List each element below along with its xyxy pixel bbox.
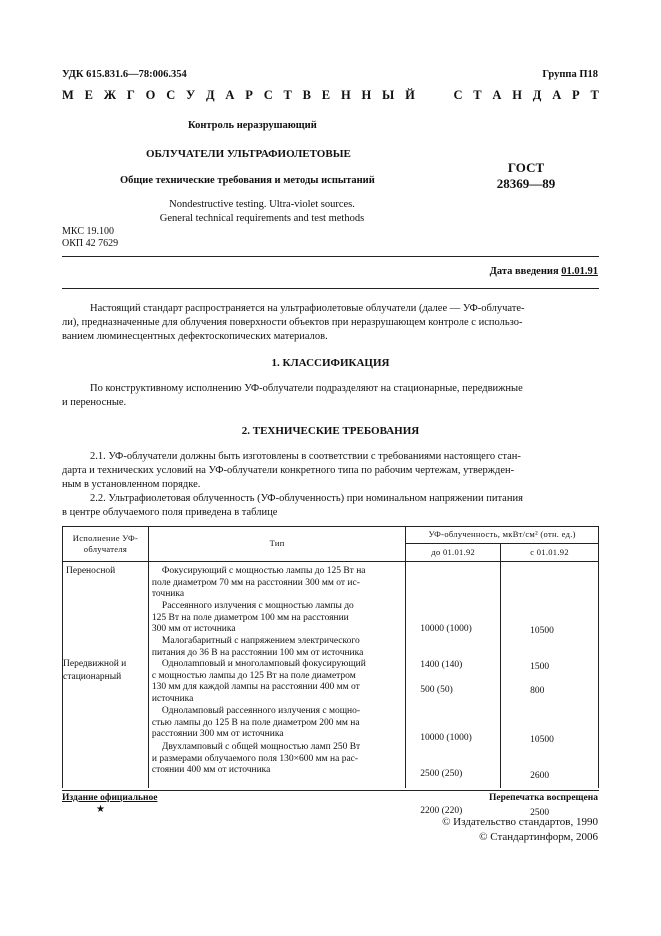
group-code: Группа П18: [542, 69, 598, 80]
english-title-line1: Nondestructive testing. Ultra-violet sources.: [169, 199, 355, 210]
intro-line2: ли), предназначенные для облучения поверхности объектов при неразрушающем контроле с использо-: [62, 317, 523, 328]
intro-line1: Настоящий стандарт распространяется на ультрафиолетовые облучатели (далее — УФ-облучате-: [90, 303, 525, 314]
banner-letter: С: [453, 88, 463, 102]
banner-letter: Т: [473, 88, 482, 102]
type-row-2-line1: питания до 36 В на расстоянии 100 мм от источника: [151, 647, 364, 658]
header-after-date: с 01.01.92: [501, 543, 599, 562]
exec-mobile-stationary: [63, 658, 126, 684]
type-row-5: [152, 742, 402, 777]
type-row-3-line2: 130 мм для каждой лампы на расстоянии 400 мм от: [151, 682, 360, 692]
before-row-5: 2200 (220): [420, 806, 463, 816]
mks-code: МКС 19.100: [62, 226, 114, 237]
header-execution: Исполнение УФ-облучателя: [63, 527, 149, 562]
divider-date: [62, 288, 599, 289]
p22-line1: 2.2. Ультрафиолетовая облученность (УФ-облученность) при номинальном напряжении питания: [90, 493, 523, 504]
before-row-1: 1400 (140): [420, 660, 463, 670]
gost-number: 28369—89: [496, 176, 556, 191]
exec-mobile-line2: стационарный: [63, 672, 122, 682]
divider-bottom: [62, 790, 599, 791]
after-row-5: 2500: [530, 808, 550, 818]
banner-letter: [426, 88, 429, 103]
type-row-1-line2: 300 мм от источника: [151, 624, 236, 634]
section1-title: 1. КЛАССИФИКАЦИЯ: [271, 357, 390, 369]
type-row-1-line1: 125 Вт на поле диаметром 100 мм на расстоянии: [151, 612, 349, 623]
banner-letter: Е: [84, 88, 93, 102]
type-row-5-line1: и размерами облучаемого поля 130×600 мм на рас-: [151, 753, 359, 764]
banner-letter: У: [186, 88, 196, 102]
after-row-3: 10500: [530, 735, 554, 745]
banner-letter: Е: [321, 88, 331, 102]
type-row-0-line0: Фокусирующий с мощностью лампы до 125 Вт на: [161, 566, 366, 576]
copyright-line1: © Издательство стандартов, 1990: [442, 816, 598, 828]
type-row-4: [152, 706, 402, 741]
type-row-2-line0: Малогабаритный с напряжением электрического: [161, 636, 360, 646]
banner-letter: В: [302, 88, 311, 102]
p21-line3: ным в установленном порядке.: [62, 479, 201, 490]
gost-label: ГОСТ: [507, 160, 545, 175]
official-edition: Издание официальное: [62, 793, 158, 803]
banner-letter: Т: [283, 88, 292, 102]
after-row-0: 10500: [530, 626, 554, 636]
type-row-3-line0: Однолamповый и многоламповый фокусирующий: [161, 659, 366, 669]
udk-code: УДК 615.831.6—78:006.354: [62, 69, 187, 80]
english-title: [142, 198, 382, 226]
type-row-0-line1: поле диаметром 70 мм на расстоянии 300 мм от ис-: [151, 577, 360, 588]
section1-paragraph: [62, 382, 599, 410]
star-mark: ★: [96, 804, 105, 815]
type-row-4-line0: Одноламповый рассеянного излучения с мощно-: [161, 706, 361, 716]
type-column: [148, 562, 405, 789]
banner-letter: Д: [532, 88, 542, 102]
type-row-2: [152, 636, 402, 659]
before-row-0: 10000 (1000): [420, 624, 472, 634]
banner-letter: Н: [512, 88, 522, 102]
before-column: [406, 562, 501, 816]
banner-letter: Н: [361, 88, 372, 102]
banner-letter: А: [492, 88, 502, 102]
banner-letter: А: [225, 88, 235, 102]
banner-letter: Т: [590, 88, 599, 102]
execution-column: [63, 562, 149, 789]
before-row-3: 10000 (1000): [420, 733, 472, 743]
banner-letter: М: [62, 88, 74, 102]
banner-letter: Р: [245, 88, 253, 102]
header-before-date: до 01.01.92: [406, 543, 501, 562]
type-row-1-line0: Рассеянного излучения с мощностью лампы до: [161, 601, 354, 611]
type-row-1: [152, 601, 402, 636]
copyright-block: [442, 815, 598, 845]
classification-codes: [62, 226, 118, 250]
introduction-date-value: 01.01.91: [561, 266, 598, 277]
intro-line3: ванием люминесцентных дефектоскопических материалов.: [62, 331, 328, 342]
p22-line2: в центре облучаемого поля приведена в таблице: [62, 507, 278, 518]
divider-top: [62, 256, 599, 257]
before-row-2: 500 (50): [420, 685, 453, 695]
type-row-3: [152, 659, 402, 705]
type-row-3-line3: источника: [151, 693, 194, 704]
banner-letter: С: [263, 88, 273, 102]
banner-letter: Г: [126, 88, 135, 102]
section1-line2: и переносные.: [62, 397, 127, 408]
type-row-0-line2: точника: [151, 589, 185, 599]
okp-code: ОКП 42 7629: [62, 238, 119, 249]
introduction-date-label: Дата введения: [489, 266, 559, 277]
exec-portable: Переносной: [66, 566, 116, 576]
copyright-line2: © Стандартинформ, 2006: [479, 831, 598, 843]
banner-letter: Д: [206, 88, 215, 102]
interstate-standard-banner: [62, 88, 599, 103]
banner-letter: [440, 88, 443, 103]
after-row-1: 1500: [530, 662, 550, 672]
document-title: ОБЛУЧАТЕЛИ УЛЬТРАФИОЛЕТОВЫЕ: [146, 148, 351, 160]
type-row-4-line1: стью лампы до 125 В на поле диаметром 200 мм на: [151, 717, 360, 728]
after-row-2: 800: [530, 686, 545, 696]
exec-mobile-line1: Передвижной и: [63, 659, 127, 669]
after-row-4: 2600: [530, 771, 550, 781]
before-row-4: 2500 (250): [420, 769, 463, 779]
type-row-5-line0: Двухламповый с общей мощностью ламп 250 Вт: [161, 742, 361, 752]
p21-line1: 2.1. УФ-облучатели должны быть изготовлены в соответствии с требованиями настоящего стан-: [90, 451, 521, 462]
banner-letter: Н: [340, 88, 351, 102]
header-type: Тип: [148, 527, 405, 562]
banner-letter: С: [166, 88, 176, 102]
intro-paragraph: [62, 302, 599, 344]
type-row-5-line2: стоянии 400 мм от источника: [151, 765, 271, 775]
banner-letter: Ж: [103, 88, 117, 102]
section2-title: 2. ТЕХНИЧЕСКИЕ ТРЕБОВАНИЯ: [241, 425, 420, 437]
type-row-4-line2: расстоянии 300 мм от источника: [151, 729, 284, 739]
gost-block: [486, 160, 566, 192]
document-subtitle: Общие технические требования и методы испытаний: [120, 175, 375, 186]
section1-line1: По конструктивному исполнению УФ-облучатели подразделяют на стационарные, передвижные: [90, 383, 523, 394]
section2-paragraph-2-1: [62, 450, 599, 492]
introduction-date: [490, 266, 598, 277]
p21-line2: дарта и технических условий на УФ-облучатели конкретного типа по рабочим чертежам, утвержден-: [62, 465, 515, 476]
banner-letter: Й: [405, 88, 415, 102]
english-title-line2: General technical requirements and test methods: [159, 213, 365, 224]
type-row-3-line1: с мощностью лампы до 125 Вт на поле диаметром: [151, 670, 356, 681]
header-uv-irradiance: УФ-облученность, мкВт/см² (отн. ед.): [406, 527, 599, 544]
banner-letter: О: [145, 88, 156, 102]
banner-letter: А: [552, 88, 562, 102]
reprint-notice: Перепечатка воспрещена: [488, 793, 598, 803]
category-title: Контроль неразрушающий: [188, 120, 317, 131]
section2-paragraph-2-2: [62, 492, 599, 520]
banner-letter: Р: [572, 88, 580, 102]
type-row-0: [152, 566, 402, 601]
banner-letter: Ы: [382, 88, 395, 102]
